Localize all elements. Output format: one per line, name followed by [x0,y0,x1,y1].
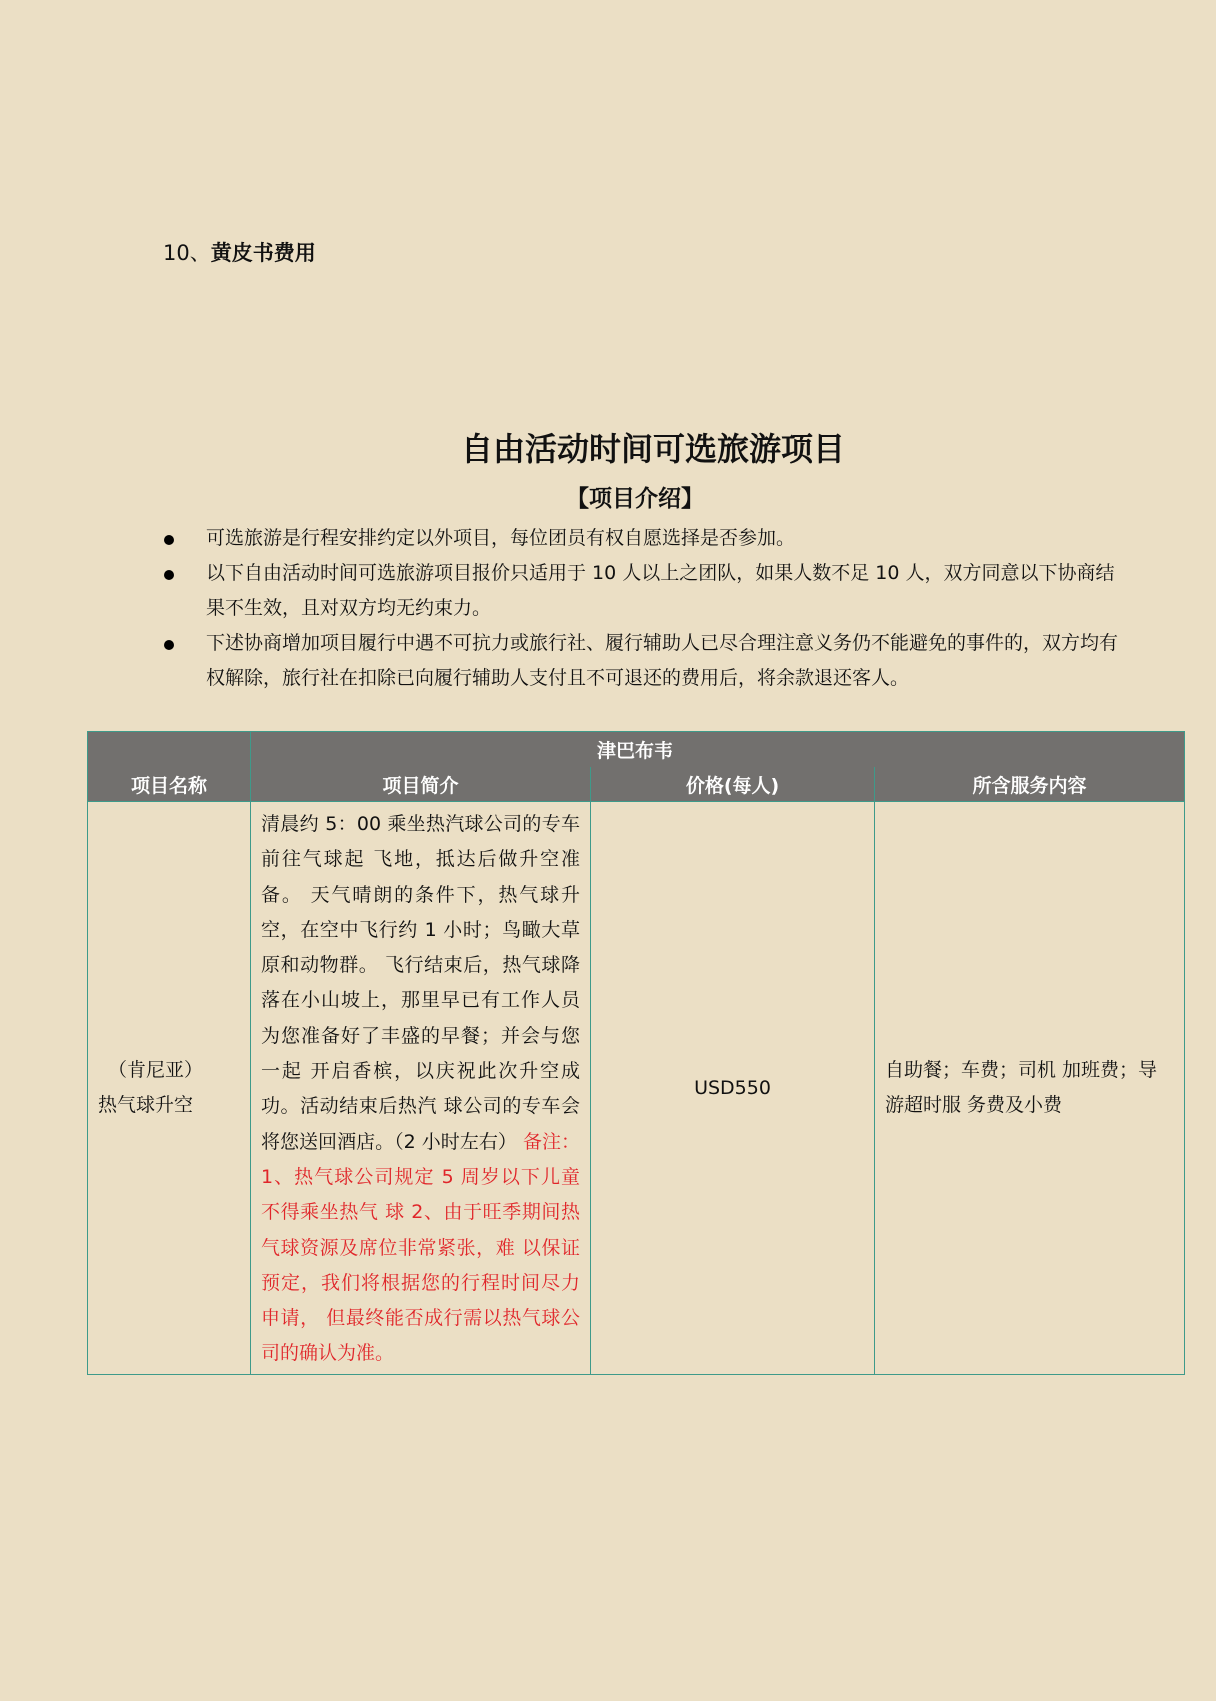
table-header-row [88,767,1185,802]
table-region-row [88,732,1185,768]
bullet-item [160,556,1120,626]
cell-price: USD550 [591,802,875,1375]
cell-project-name [88,802,251,1375]
bullet-text: 下述协商增加项目履行中遇不可抗力或旅行社、履行辅助人已尽合理注意义务仍不能避免的事件的，双方均有权解除，旅行社在扣除已向履行辅助人支付且不可退还的费用后，将余款退还客人。 [206,632,1119,689]
bullet-dot-icon [164,640,174,650]
header-services: 所含服务内容 [875,767,1185,802]
header-project-name: 项目名称 [88,767,251,802]
bullet-text: 以下自由活动时间可选旅游项目报价只适用于 10 人以上之团队，如果人数不足 10 人，双方同意以下协商结果不生效，且对双方均无约束力。 [206,562,1115,619]
bullet-text: 可选旅游是行程安排约定以外项目，每位团员有权自愿选择是否参加。 [206,527,796,549]
bullet-dot-icon [164,570,174,580]
cell-services: 自助餐；车费；司机 加班费；导游超时服 务费及小费 [875,802,1185,1375]
bullet-item [160,521,1120,556]
section-title: 黄皮书费用 [210,241,316,265]
section-heading [163,238,316,268]
header-price: 价格(每人) [591,767,875,802]
bullet-item [160,626,1120,696]
sub-title: 【项目介绍】 [566,486,704,512]
section-number: 10、 [163,241,211,265]
bullet-dot-icon [164,535,174,545]
table-region-title: 津巴布韦 [251,732,1185,768]
page-title: 自由活动时间可选旅游项目 [460,430,845,468]
table-row [88,802,1185,1375]
optional-tour-table [87,731,1185,1375]
header-project-intro: 项目简介 [251,767,591,802]
project-title: 热气球升空 [98,1093,194,1116]
project-region: （肯尼亚） [108,1058,204,1081]
cell-project-intro [251,802,591,1375]
project-note: 备注： 1、热气球公司规定 5 周岁以下儿童不得乘坐热气 球 2、由于旺季期间热气球资源及席位非常紧张，难 以保证预定，我们将根据您的行程时间尽力申请， 但最终能否成行需以热气球公司的确认为准。 [261,1130,580,1365]
intro-bullet-list [160,521,1120,696]
project-description: 清晨约 5：00 乘坐热汽球公司的专车前往气球起 飞地，抵达后做升空准备。 天气晴朗的条件下，热气球升空，在空中飞行约 1 小时；鸟瞰大草原和动物群。 飞行结束后，热气球降落在小山坡上，那里早已有工作人员为您准备好了丰盛的早餐；并会与您一起 开启香槟，以庆祝此次升空成功。活动结束后热汽 球公司的专车会将您送回酒店。（2 小时左右） [261,813,580,1153]
